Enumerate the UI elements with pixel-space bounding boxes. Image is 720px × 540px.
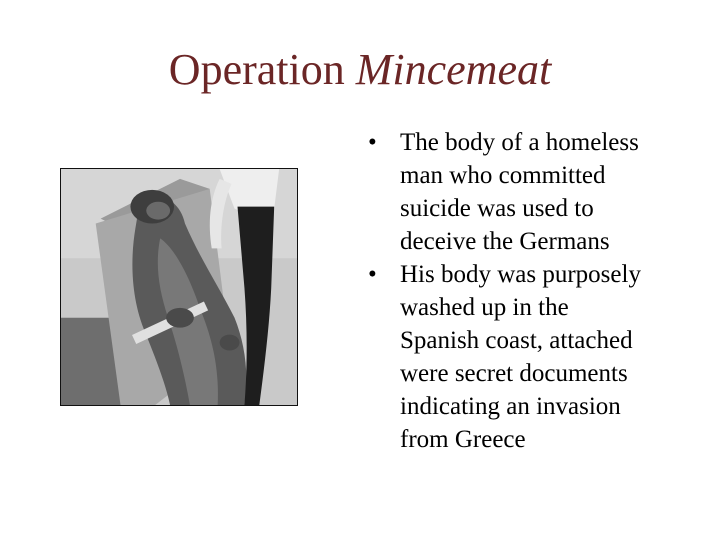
bullet-line: Spanish coast, attached — [400, 327, 633, 354]
bullet-dot: • — [368, 129, 377, 156]
title-italic: Mincemeat — [355, 45, 552, 94]
historical-photo — [60, 168, 298, 406]
photo-illustration — [61, 169, 297, 405]
bullet-dot: • — [368, 261, 377, 288]
bullet-line: deceive the Germans — [400, 228, 610, 255]
bullet-line: man who committed — [400, 162, 606, 189]
bullet-line: indicating an invasion — [400, 393, 621, 420]
title-plain: Operation — [168, 45, 356, 94]
bullet-item — [368, 258, 698, 456]
bullet-line: from Greece — [400, 426, 526, 453]
bullet-line: The body of a homeless — [400, 129, 639, 156]
bullet-line: were secret documents — [400, 360, 628, 387]
bullet-line: washed up in the — [400, 294, 569, 321]
bullet-line: His body was purposely — [400, 261, 641, 288]
slide-title — [0, 44, 720, 96]
bullet-list — [368, 126, 698, 456]
bullet-item — [368, 126, 698, 258]
bullet-line: suicide was used to — [400, 195, 594, 222]
